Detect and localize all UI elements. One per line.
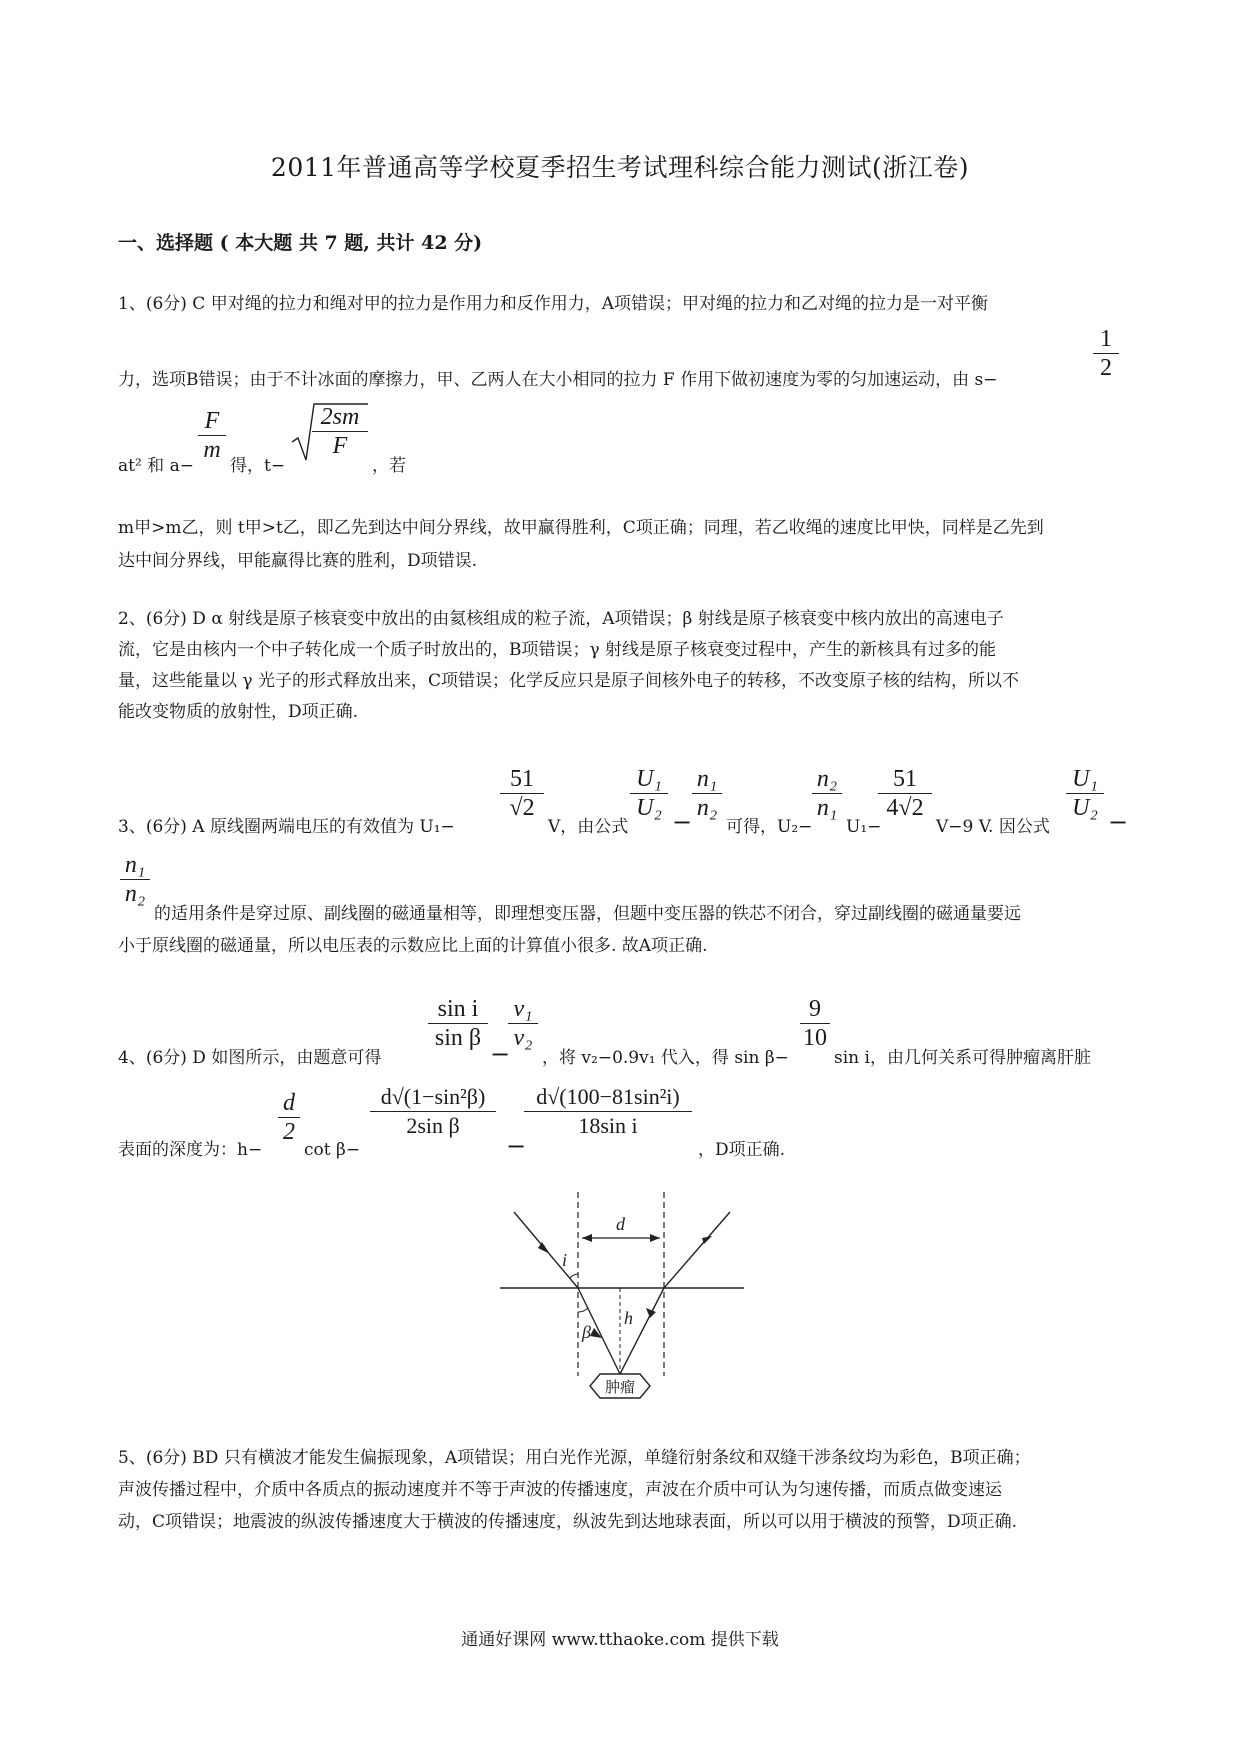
page-title: 2011年普通高等学校夏季招生考试理科综合能力测试(浙江卷)	[270, 153, 970, 182]
q3-line-1e: V−9 V. 因公式	[936, 817, 1050, 837]
refraction-figure	[498, 1190, 746, 1410]
label-d: d	[616, 1214, 625, 1234]
q4-frac-v1-v2: v₁ v₂	[508, 996, 538, 1051]
q1-line-4: m甲>m乙，则 t甲>t乙，即乙先到达中间分界线，故甲赢得胜利，C项正确；同理，若乙收绳的速度比甲快，同样是乙先到	[118, 518, 1044, 538]
q3-line-1c: 可得，U₂−	[726, 817, 813, 837]
q3-line-1a: 3、(6分) A 原线圈两端电压的有效值为 U₁−	[118, 817, 455, 837]
q3-line-1d: U₁−	[846, 817, 882, 837]
label-h: h	[624, 1308, 633, 1328]
q2-line-4: 能改变物质的放射性，D项正确.	[118, 702, 359, 722]
q4-line-1b: ，将 v₂−0.9v₁ 代入，得 sin β−	[542, 1048, 789, 1068]
q3-frac-u1-u2-b: U₁ U₂	[1066, 766, 1104, 821]
q3-frac-51-4root2: 51 4√2	[878, 766, 932, 821]
q2-line-1: 2、(6分) D α 射线是原子核衰变中放出的由氦核组成的粒子流，A项错误；β 射线是原子核衰变中核内放出的高速电子	[118, 609, 1004, 629]
q3-frac-n1-n2: n₁ n₂	[692, 766, 722, 821]
q1-line-5: 达中间分界线，甲能赢得比赛的胜利，D项错误.	[118, 551, 478, 571]
q5-line-1: 5、(6分) BD 只有横波才能发生偏振现象，A项错误；用白光作光源，单缝衍射条纹和双缝干涉条纹均为彩色，B项正确；	[118, 1448, 1031, 1468]
q1-frac-half: 1 2	[1093, 326, 1119, 381]
section-heading: 一、选择题 ( 本大题 共 7 题, 共计 42 分)	[118, 232, 483, 254]
q4-line-2c: ，D项正确.	[698, 1140, 786, 1160]
q3-eq-2: −	[1108, 808, 1129, 836]
q2-line-2: 流，它是由核内一个中子转化成一个质子时放出的，B项错误；γ 射线是原子核衰变过程中，产生的新核具有过多的能	[118, 640, 997, 660]
q3-frac-51-root2: 51 √2	[500, 766, 544, 821]
q1-line-2: 力，选项B错误；由于不计冰面的摩擦力，甲、乙两人在大小相同的拉力 F 作用下做初速度为零的匀加速运动，由 s−	[118, 370, 998, 390]
q4-frac-sqrt-1: d√(1−sin²β) 2sin β	[370, 1084, 496, 1139]
q1-frac-sqrt: 2sm F	[312, 404, 368, 459]
q3-line-3: 小于原线圈的磁通量，所以电压表的示数应比上面的计算值小很多. 故A项正确.	[118, 936, 708, 956]
q5-line-3: 动，C项错误；地震波的纵波传播速度大于横波的传播速度，纵波先到达地球表面，所以可以用于横波的预警，D项正确.	[118, 1512, 1018, 1532]
q4-eq-1: −	[490, 1040, 511, 1068]
label-i: i	[562, 1250, 568, 1270]
q4-frac-sini-sinb: sin i sin β	[428, 996, 488, 1051]
q3-frac-n1-n2-b: n₁ n₂	[120, 852, 150, 907]
footer-credit: 通通好课网 www.tthaoke.com 提供下载	[461, 1630, 779, 1650]
q3-eq-1: −	[672, 808, 693, 836]
q1-frac-f-m: F m	[198, 408, 226, 463]
q4-frac-sqrt-2: d√(100−81sin²i) 18sin i	[524, 1084, 692, 1139]
q4-line-2a: 表面的深度为：h−	[118, 1140, 263, 1160]
q4-frac-9-10: 9 10	[800, 996, 830, 1051]
label-tumor: 肿瘤	[604, 1378, 636, 1396]
q4-line-1a: 4、(6分) D 如图所示，由题意可得	[118, 1048, 382, 1068]
q2-line-3: 量，这些能量以 γ 光子的形式释放出来，C项错误；化学反应只是原子间核外电子的转移，不改变原子核的结构，所以不	[118, 671, 1019, 691]
q1-line-3c: ，若	[372, 456, 406, 476]
q4-eq-2: −	[506, 1132, 527, 1160]
q3-frac-u1-u2: U₁ U₂	[630, 766, 668, 821]
q4-line-2b: cot β−	[304, 1140, 361, 1160]
q4-frac-d-2: d 2	[278, 1090, 300, 1145]
q1-line-3b: 得，t−	[230, 456, 286, 476]
q5-line-2: 声波传播过程中，介质中各质点的振动速度并不等于声波的传播速度，声波在介质中可认为匀速传播，而质点做变速运	[118, 1480, 1002, 1500]
q3-line-2: 的适用条件是穿过原、副线圈的磁通量相等，即理想变压器，但题中变压器的铁芯不闭合，穿过副线圈的磁通量要远	[154, 904, 1021, 924]
q3-frac-n2-n1: n₂ n₁	[812, 766, 842, 821]
label-beta: β	[582, 1322, 591, 1342]
q1-line-3a: at² 和 a−	[118, 456, 194, 476]
q1-line-1: 1、(6分) C 甲对绳的拉力和绳对甲的拉力是作用力和反作用力，A项错误；甲对绳的拉力和乙对绳的拉力是一对平衡	[118, 294, 988, 314]
q3-line-1b: V，由公式	[548, 817, 629, 837]
q4-line-1c: sin i，由几何关系可得肿瘤离肝脏	[834, 1048, 1091, 1068]
